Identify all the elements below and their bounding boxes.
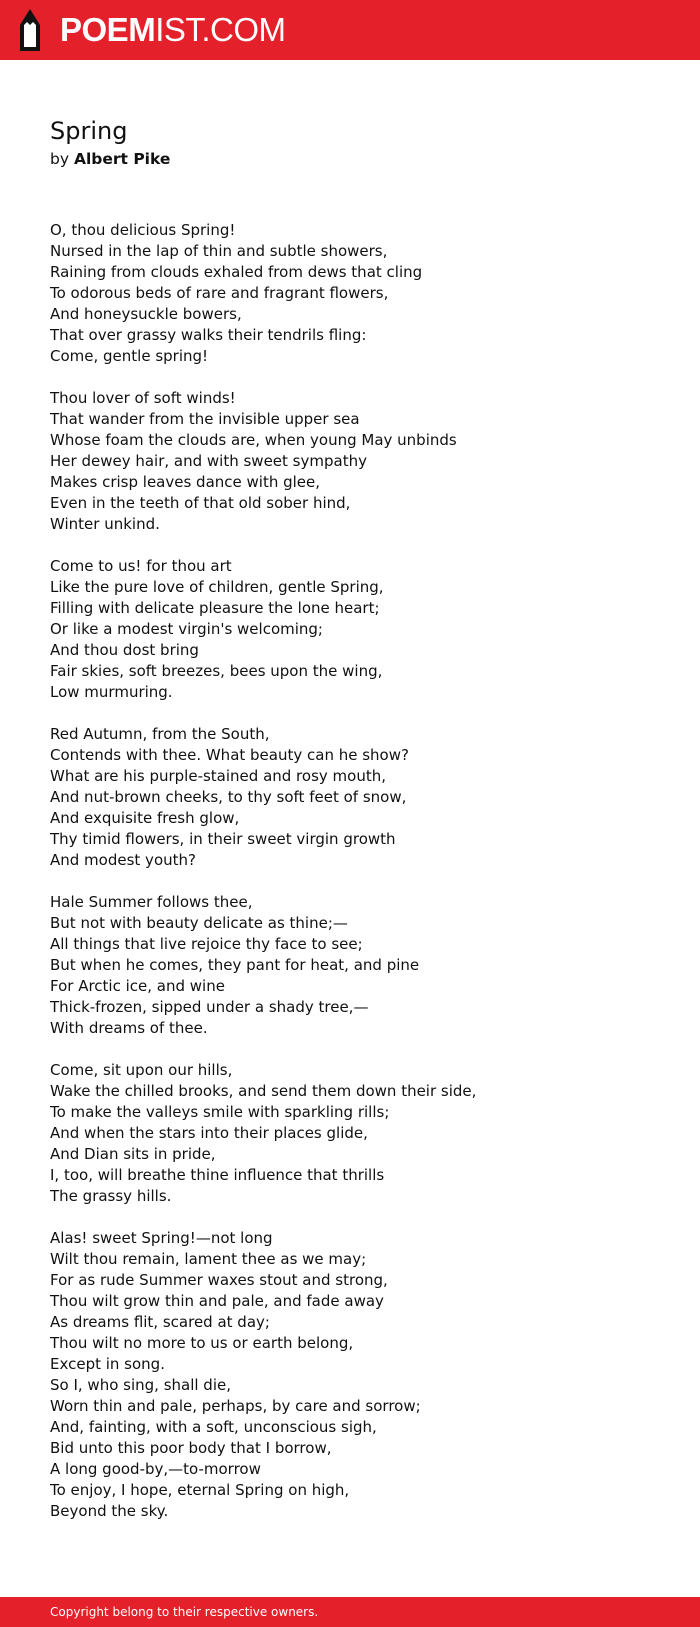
poem-line: Contends with thee. What beauty can he show? — [50, 746, 409, 764]
copyright-text: Copyright belong to their respective owners. — [50, 1605, 319, 1619]
poem-line: To make the valleys smile with sparkling rills; — [50, 1103, 390, 1121]
poem-line: Come to us! for thou art — [50, 557, 232, 575]
poem-line: And modest youth? — [50, 851, 196, 869]
poem-line: Winter unkind. — [50, 515, 160, 533]
poem-line: Whose foam the clouds are, when young May unbinds — [50, 431, 457, 449]
poem-line: Raining from clouds exhaled from dews that cling — [50, 263, 423, 281]
poem-line: Come, sit upon our hills, — [50, 1061, 233, 1079]
poem-line: Bid unto this poor body that I borrow, — [50, 1439, 332, 1457]
poem-line: A long good-by,—to-morrow — [50, 1460, 261, 1478]
poem-line: Wilt thou remain, lament thee as we may; — [50, 1250, 367, 1268]
poem-line: That wander from the invisible upper sea — [50, 410, 360, 428]
site-logo[interactable] — [17, 9, 286, 51]
poem-line: As dreams flit, scared at day; — [50, 1313, 270, 1331]
poem-stanza — [50, 724, 650, 871]
poem-line: Fair skies, soft breezes, bees upon the wing, — [50, 662, 383, 680]
site-footer — [0, 1597, 700, 1627]
poem-line: But when he comes, they pant for heat, and pine — [50, 956, 420, 974]
poem-line: Thy timid flowers, in their sweet virgin growth — [50, 830, 396, 848]
logo-wordmark — [60, 9, 286, 51]
site-header — [0, 0, 700, 60]
poem-byline — [50, 148, 650, 170]
poem-line: All things that live rejoice thy face to see; — [50, 935, 363, 953]
poem-line: Thou wilt grow thin and pale, and fade away — [50, 1292, 384, 1310]
poem-content — [50, 114, 650, 1543]
poem-line: Her dewey hair, and with sweet sympathy — [50, 452, 367, 470]
poem-line: Except in song. — [50, 1355, 165, 1373]
poem-line: Filling with delicate pleasure the lone heart; — [50, 599, 380, 617]
logo-bold-text: POEM — [60, 11, 156, 48]
logo-light-text: IST.COM — [155, 11, 286, 48]
poem-line: Red Autumn, from the South, — [50, 725, 270, 743]
poem-line: Come, gentle spring! — [50, 347, 209, 365]
poem-line: Thick-frozen, sipped under a shady tree,— — [50, 998, 369, 1016]
poem-line: What are his purple-stained and rosy mouth, — [50, 767, 386, 785]
poem-line: And honeysuckle bowers, — [50, 305, 242, 323]
poem-line: And when the stars into their places glide, — [50, 1124, 368, 1142]
poem-line: That over grassy walks their tendrils fling: — [50, 326, 367, 344]
poem-line: And thou dost bring — [50, 641, 199, 659]
poem-line: For as rude Summer waxes stout and strong, — [50, 1271, 388, 1289]
poem-line: So I, who sing, shall die, — [50, 1376, 231, 1394]
poem-line: For Arctic ice, and wine — [50, 977, 225, 995]
poem-line: And Dian sits in pride, — [50, 1145, 216, 1163]
poem-stanza — [50, 1228, 650, 1522]
poem-stanza — [50, 1060, 650, 1207]
poem-line: With dreams of thee. — [50, 1019, 208, 1037]
poem-line: Even in the teeth of that old sober hind, — [50, 494, 351, 512]
poem-body — [50, 220, 650, 1522]
poem-line: Beyond the sky. — [50, 1502, 169, 1520]
poem-line: Makes crisp leaves dance with glee, — [50, 473, 321, 491]
poem-line: To enjoy, I hope, eternal Spring on high, — [50, 1481, 350, 1499]
poem-line: I, too, will breathe thine influence that thrills — [50, 1166, 385, 1184]
poem-line: Low murmuring. — [50, 683, 173, 701]
poem-line: And, fainting, with a soft, unconscious sigh, — [50, 1418, 377, 1436]
poem-stanza — [50, 220, 650, 367]
poem-line: Worn thin and pale, perhaps, by care and sorrow; — [50, 1397, 421, 1415]
poem-line: Like the pure love of children, gentle Spring, — [50, 578, 384, 596]
by-label: by — [50, 150, 70, 168]
poem-stanza — [50, 388, 650, 535]
poem-stanza — [50, 556, 650, 703]
poem-line: Alas! sweet Spring!—not long — [50, 1229, 273, 1247]
poem-stanza — [50, 892, 650, 1039]
poem-line: Hale Summer follows thee, — [50, 893, 253, 911]
poem-line: Thou wilt no more to us or earth belong, — [50, 1334, 354, 1352]
poem-title: Spring — [50, 117, 128, 145]
pencil-icon — [17, 9, 43, 51]
poem-line: But not with beauty delicate as thine;— — [50, 914, 348, 932]
poem-line: To odorous beds of rare and fragrant flowers, — [50, 284, 389, 302]
poem-line: And nut-brown cheeks, to thy soft feet of snow, — [50, 788, 407, 806]
poem-line: Thou lover of soft winds! — [50, 389, 236, 407]
poem-line: The grassy hills. — [50, 1187, 172, 1205]
poem-author: Albert Pike — [73, 150, 171, 168]
poem-line: Nursed in the lap of thin and subtle showers, — [50, 242, 388, 260]
poem-line: O, thou delicious Spring! — [50, 221, 236, 239]
poem-line: And exquisite fresh glow, — [50, 809, 240, 827]
poem-line: Wake the chilled brooks, and send them down their side, — [50, 1082, 477, 1100]
poem-line: Or like a modest virgin's welcoming; — [50, 620, 323, 638]
